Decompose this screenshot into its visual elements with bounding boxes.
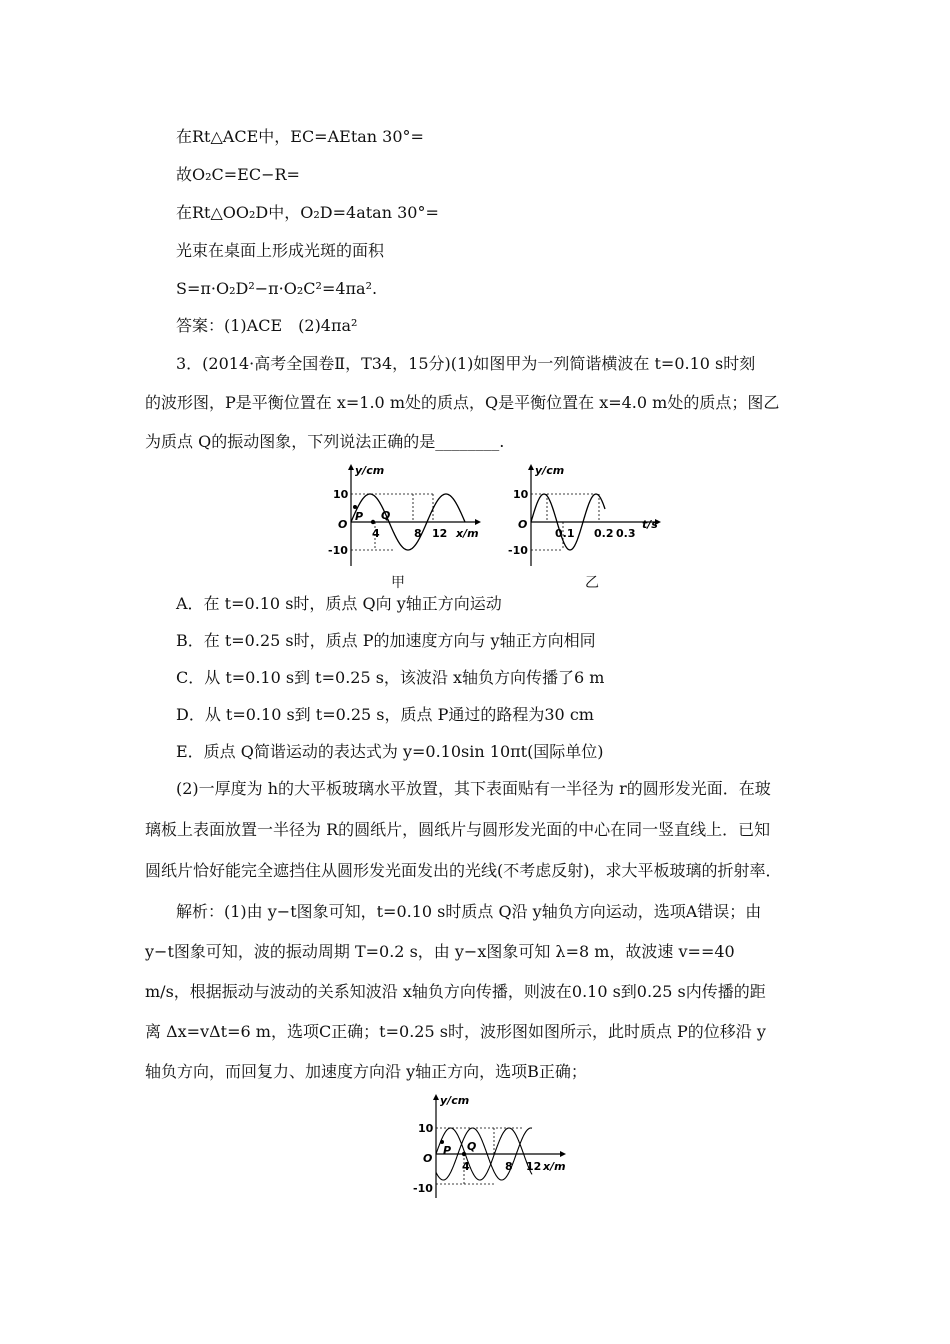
jia-xtick-4: 4: [372, 527, 380, 540]
jia-xtick-8: 8: [414, 527, 422, 540]
jia-ytick-10: 10: [333, 488, 349, 501]
option-b: B．在 t=0.25 s时，质点 P的加速度方向与 y轴正方向相同: [176, 631, 596, 650]
jia-ytick-neg10: -10: [328, 544, 348, 557]
w3-xlabel: x/m: [543, 1160, 566, 1173]
w3-ytick-neg10: -10: [413, 1182, 433, 1195]
analysis-line-3: m/s，根据振动与波动的关系知波沿 x轴负方向传播，则波在0.10 s到0.25 s内传播的距: [145, 982, 766, 1001]
yi-ylabel: y/cm: [535, 464, 565, 477]
yi-xtick-0.2: 0.2: [594, 527, 614, 540]
figure-jia-caption: 甲: [391, 575, 405, 591]
jia-origin: O: [338, 518, 348, 531]
solution-line-1: 在Rt△ACE中，EC=AEtan 30°=: [176, 127, 424, 146]
figure-jia-wave: [325, 462, 490, 572]
yi-xtick-0.1: 0.1: [555, 527, 575, 540]
jia-xlabel: x/m: [456, 527, 479, 540]
jia-point-p: [353, 505, 357, 509]
option-a: A．在 t=0.10 s时，质点 Q向 y轴正方向运动: [176, 594, 502, 613]
w3-xtick-12: 12: [526, 1160, 542, 1173]
jia-xtick-12: 12: [432, 527, 448, 540]
yi-ytick-10: 10: [513, 488, 529, 501]
option-e: E．质点 Q简谐运动的表达式为 y=0.10sin 10πt(国际单位): [176, 742, 604, 761]
part2-line-2: 璃板上表面放置一半径为 R的圆纸片，圆纸片与圆形发光面的中心在同一竖直线上．已知: [145, 820, 771, 839]
jia-ylabel: y/cm: [355, 464, 385, 477]
part2-line-1: (2)一厚度为 h的大平板玻璃水平放置，其下表面贴有一半径为 r的圆形发光面．在玻: [176, 779, 771, 798]
figure-wave-t025: [410, 1092, 580, 1202]
w3-xtick-4: 4: [462, 1160, 470, 1173]
w3-label-q: Q: [467, 1140, 477, 1153]
analysis-line-1: 解析：(1)由 y−t图象可知，t=0.10 s时质点 Q沿 y轴负方向运动，选项A错误；由: [176, 902, 762, 921]
problem-stem-line-2: 的波形图，P是平衡位置在 x=1.0 m处的质点，Q是平衡位置在 x=4.0 m处的质点；图乙: [145, 393, 780, 412]
jia-point-q: [371, 520, 375, 524]
w3-point-q: [462, 1152, 466, 1156]
yi-origin: O: [518, 518, 528, 531]
w3-origin: O: [423, 1152, 433, 1165]
solution-line-2: 故O₂C=EC−R=: [176, 165, 300, 184]
jia-label-q: Q: [381, 509, 391, 522]
answer-line: 答案：(1)ACE (2)4πa²: [176, 316, 358, 335]
solution-line-5: S=π·O₂D²−π·O₂C²=4πa².: [176, 279, 378, 298]
yi-ytick-neg10: -10: [508, 544, 528, 557]
figure-yi-caption: 乙: [585, 575, 599, 591]
figure-yi-vibration: [505, 462, 670, 572]
jia-label-p: P: [355, 510, 364, 523]
option-d: D．从 t=0.10 s到 t=0.25 s，质点 P通过的路程为30 cm: [176, 705, 594, 724]
solution-line-4: 光束在桌面上形成光斑的面积: [176, 241, 385, 260]
w3-label-p: P: [443, 1144, 452, 1157]
w3-ylabel: y/cm: [440, 1094, 470, 1107]
w3-ytick-10: 10: [418, 1122, 434, 1135]
part2-line-3: 圆纸片恰好能完全遮挡住从圆形发光面发出的光线(不考虑反射)，求大平板玻璃的折射率．: [145, 861, 782, 880]
w3-xtick-8: 8: [505, 1160, 513, 1173]
option-c: C．从 t=0.10 s到 t=0.25 s，该波沿 x轴负方向传播了6 m: [176, 668, 605, 687]
yi-xlabel: t/s: [642, 518, 658, 531]
analysis-line-5: 轴负方向，而回复力、加速度方向沿 y轴正方向，选项B正确；: [145, 1062, 587, 1081]
yi-xtick-0.3: 0.3: [616, 527, 636, 540]
analysis-line-4: 离 Δx=vΔt=6 m，选项C正确；t=0.25 s时，波形图如图所示，此时质点 P的位移沿 y: [145, 1022, 766, 1041]
problem-stem-line-1: 3．(2014·高考全国卷Ⅱ，T34，15分)(1)如图甲为一列简谐横波在 t=0.10 s时刻: [176, 354, 756, 373]
problem-stem-line-3: 为质点 Q的振动图象，下列说法正确的是________.: [145, 432, 505, 451]
solution-line-3: 在Rt△OO₂D中，O₂D=4atan 30°=: [176, 203, 439, 222]
analysis-line-2: y−t图象可知，波的振动周期 T=0.2 s，由 y−x图象可知 λ=8 m，故波速 v==40: [145, 942, 735, 961]
